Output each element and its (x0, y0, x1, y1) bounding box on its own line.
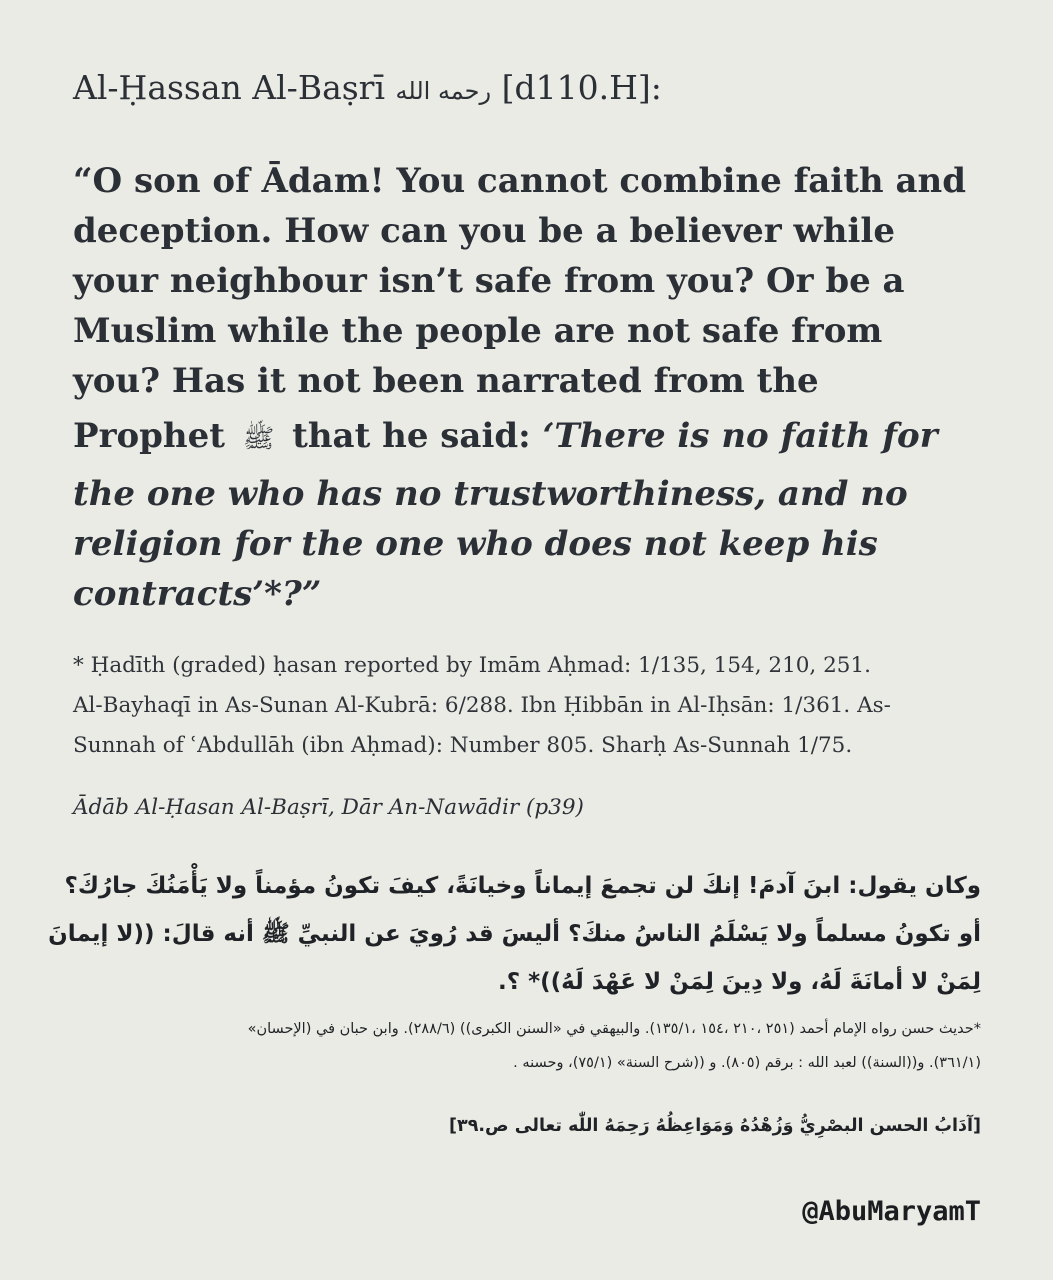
arabic-line: لِمَنْ لا أمانَةَ لَهُ، ولا دِينَ لِمَنْ لا عَهْدَ لَهُ))* ؟. (498, 969, 981, 995)
arabic-quote (48, 862, 981, 1006)
prophet-word: Prophet (73, 416, 225, 456)
hadith-quote-line: religion for the one who does not keep his (73, 524, 878, 564)
footnote-line: Al-Bayhaqī in As-Sunan Al-Kubrā: 6/288. Ibn Ḥibbān in Al-Iḥsān: 1/361. As- (73, 693, 891, 718)
quote-line: you? Has it not been narrated from the (73, 361, 819, 401)
arabic-book-source: [آدَابُ الحسن البصْرِيُّ وَزُهْدُهُ وَمَوَاعِظُهُ رَحِمَهُ اللّٰه تعالى ص.٣٩] (449, 1116, 981, 1136)
arabic-footnote-line: *حديث حسن رواه الإمام أحمد (٢٥١ ،٢١٠ ،١٥٤ ،١٣٥/١). والبيهقي في «السنن الكبرى)) (٢٨٨/٦). وابن حبان في (الإحسان» (247, 1021, 981, 1037)
arabic-line: وكان يقول: ابنَ آدمَ! إنكَ لن تجمعَ إيماناً وخيانَةً، كيفَ تكونُ مؤمناً ولا يَأْمَنُكَ جارُكَ؟ (64, 873, 981, 899)
hadith-quote-start: ‘There is no faith for (542, 416, 938, 456)
death-date: [d110.H]: (501, 68, 662, 107)
heading (73, 66, 983, 113)
salutation-glyph: ﷺ (242, 424, 275, 454)
hadith-quote-line: the one who has no trustworthiness, and no (73, 474, 908, 514)
arabic-footnote-line: (٣٦١/١). و((السنة)) لعبد الله : برقم (٨٠٥). و ((شرح السنة» (٧٥/١)، وحسنه . (513, 1055, 981, 1071)
footnote-line: * Ḥadīth (graded) ḥasan reported by Imām Aḥmad: 1/135, 154, 210, 251. (73, 653, 871, 678)
document-page (48, 0, 983, 1280)
book-source: Ādāb Al-Ḥasan Al-Baṣrī, Dār An-Nawādir (p39) (73, 795, 584, 820)
quote-block (73, 156, 978, 619)
quote-line: “O son of Ādam! You cannot combine faith and (73, 161, 966, 201)
quote-line: Muslim while the people are not safe from (73, 311, 883, 351)
scholar-name: Al-Ḥassan Al-Baṣrī (73, 68, 386, 107)
quote-line (73, 406, 978, 469)
footnote-line: Sunnah of ʿAbdullāh (ibn Aḥmad): Number 805. Sharḥ As-Sunnah 1/75. (73, 733, 853, 758)
hadith-quote-line: contracts’*?” (73, 574, 322, 614)
arabic-line: أو تكونُ مسلماً ولا يَسْلَمُ الناسُ منكَ؟ أليسَ قد رُويَ عن النبيِّ ﷺ أنه قالَ: ((لا إيمانَ (48, 921, 981, 947)
quote-line: deception. How can you be a believer while (73, 211, 895, 251)
quote-text: that he said: (292, 416, 531, 456)
footnote (73, 646, 983, 766)
arabic-honorific: رحمه الله (395, 77, 492, 105)
arabic-footnote (73, 1012, 981, 1080)
author-handle: @AbuMaryamT (802, 1196, 981, 1227)
quote-line: your neighbour isn’t safe from you? Or be a (73, 261, 905, 301)
